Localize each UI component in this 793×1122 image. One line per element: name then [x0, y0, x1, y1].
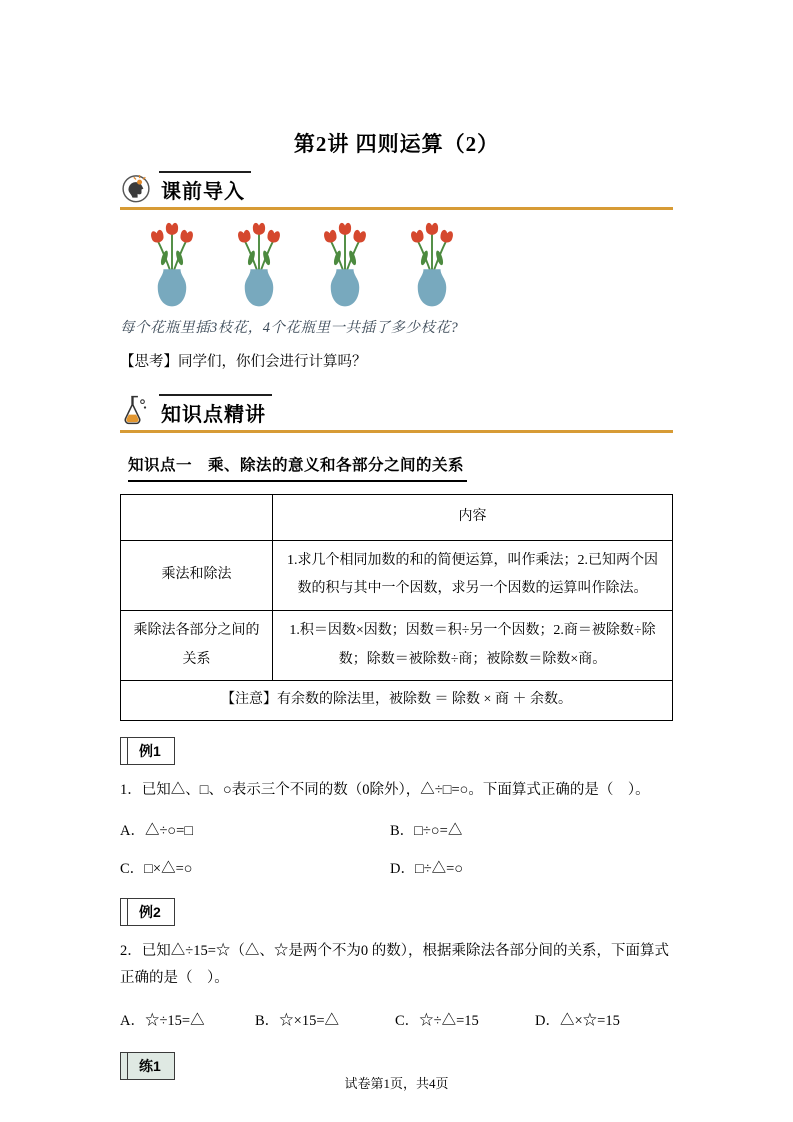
section-intro: [120, 170, 673, 371]
table-corner-cell: [121, 495, 273, 541]
vase-icon: [221, 218, 297, 313]
option-2b: B．☆×15=△: [255, 1012, 340, 1029]
table-row-content: 1.求几个相同加数的和的简便运算，叫作乘法；2.已知两个因数的积与其中一个因数，求另一个因数的运算叫作除法。: [273, 540, 673, 610]
vase-icon: [307, 218, 383, 313]
question-2: 2．已知△÷15=☆（△、☆是两个不为0 的数），根据乘除法各部分间的关系，下面算式正确的是（ ）。: [120, 942, 670, 986]
knowledge-accent-line: [120, 430, 673, 433]
flower-illustration: [134, 218, 470, 313]
knowledge-heading: 知识点精讲: [159, 394, 272, 427]
practice1-tag: 练1: [120, 1052, 175, 1080]
table-note: 【注意】有余数的除法里，被除数 ＝ 除数 × 商 ＋ 余数。: [121, 681, 673, 721]
table-row: [121, 540, 673, 610]
option-1a: A．△÷○=□: [120, 822, 194, 839]
table-header-content: 内容: [273, 495, 673, 541]
question-1: 1．已知△、□、○表示三个不同的数（0除外），△÷□=○。下面算式正确的是（ ）。: [120, 782, 650, 799]
option-1c: C．□×△=○: [120, 860, 193, 877]
section-knowledge: [120, 393, 673, 1080]
knowledge-point-title: 知识点一 乘、除法的意义和各部分之间的关系: [128, 453, 467, 482]
table-note-row: [121, 681, 673, 721]
option-1b: B．□÷○=△: [390, 822, 463, 839]
thinking-head-icon: [120, 170, 152, 204]
table-row-label: 乘法和除法: [121, 540, 273, 610]
intro-accent-line: [120, 207, 673, 210]
think-text: 【思考】同学们，你们会进行计算吗？: [120, 354, 367, 370]
illustration-caption: 每个花瓶里插3枝花，4个花瓶里一共插了多少枝花?: [120, 320, 459, 336]
option-2d: D．△×☆=15: [535, 1012, 620, 1029]
page-content: [120, 0, 673, 1080]
question-1-options: [120, 819, 673, 878]
question-2-options: [120, 1009, 673, 1030]
table-row-label: 乘除法各部分之间的关系: [121, 611, 273, 681]
intro-heading: 课前导入: [159, 171, 251, 204]
flask-icon: [120, 393, 152, 427]
table-row: [121, 611, 673, 681]
intro-header: [120, 170, 673, 204]
knowledge-header: [120, 393, 673, 427]
option-2a: A．☆÷15=△: [120, 1012, 205, 1029]
vase-icon: [394, 218, 470, 313]
vase-icon: [134, 218, 210, 313]
option-2c: C．☆÷△=15: [395, 1012, 479, 1029]
page-footer: 试卷第1页，共4页: [344, 1076, 449, 1091]
option-1d: D．□÷△=○: [390, 860, 464, 877]
page-title: 第2讲 四则运算（2）: [293, 132, 500, 156]
example1-tag: 例1: [120, 737, 175, 765]
knowledge-table: [120, 494, 673, 721]
table-row-content: 1.积＝因数×因数；因数＝积÷另一个因数；2.商＝被除数÷除数；除数＝被除数÷商；被除数＝除数×商。: [273, 611, 673, 681]
example2-tag: 例2: [120, 898, 175, 926]
